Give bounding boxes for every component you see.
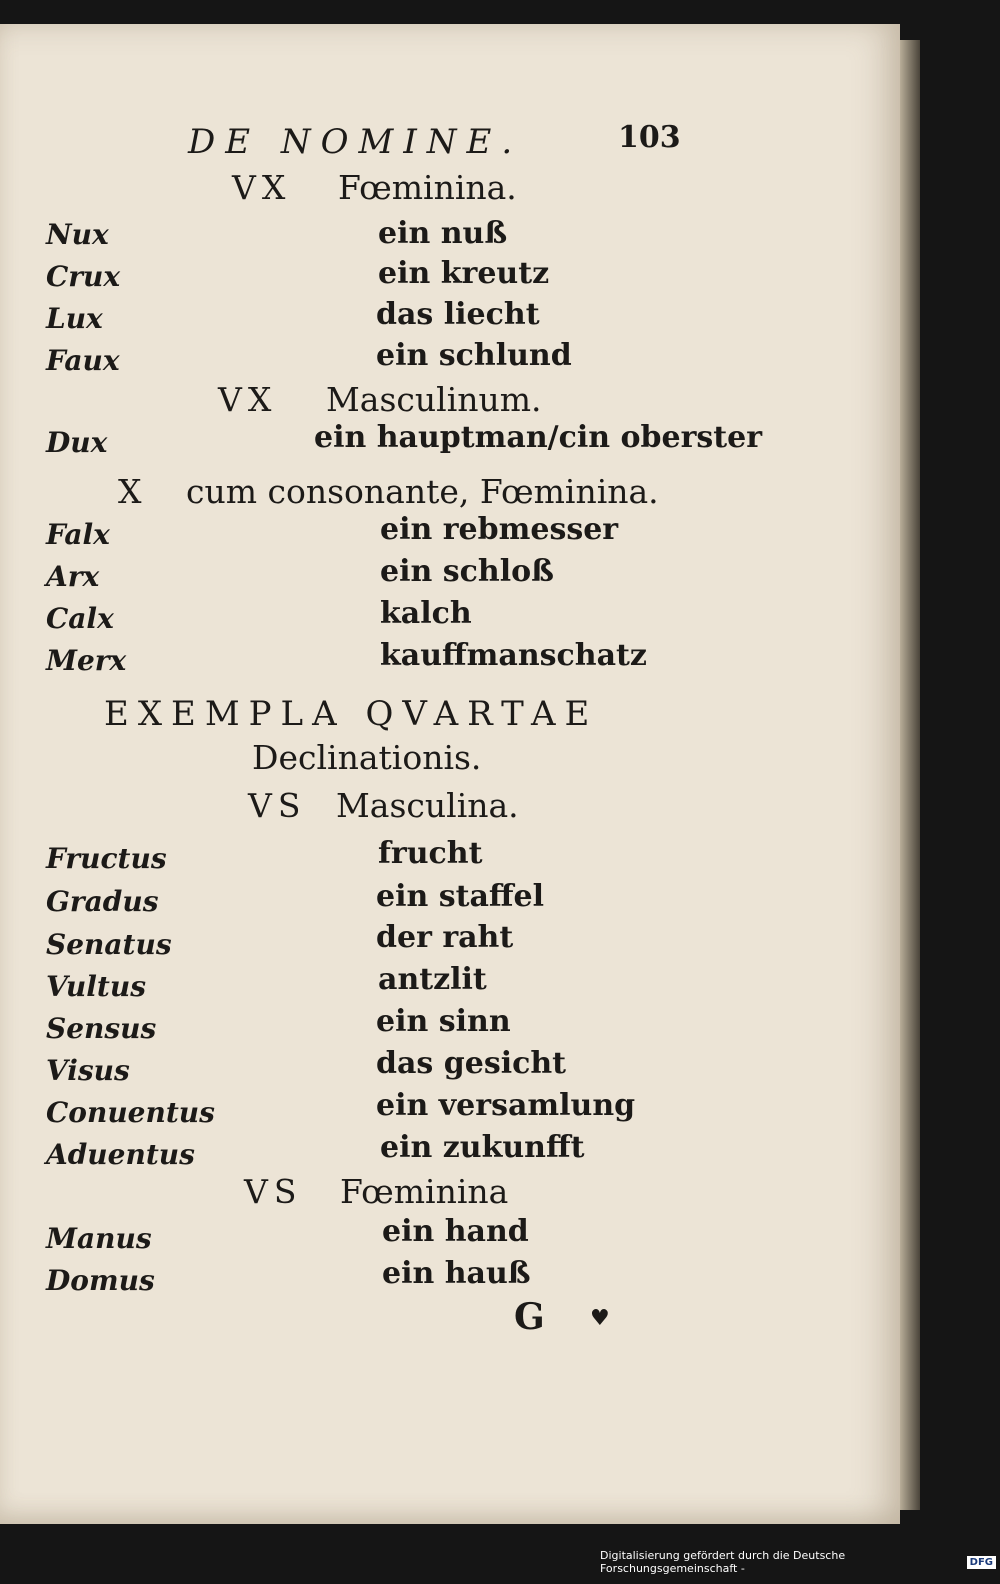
latin-word: Domus — [46, 1264, 155, 1297]
german-gloss: frucht — [378, 836, 483, 871]
latin-word: Faux — [46, 344, 120, 377]
german-gloss: der raht — [376, 920, 514, 955]
section-heading-gender: Fœminina — [340, 1172, 509, 1211]
german-gloss: antzlit — [378, 962, 487, 997]
latin-word: Fructus — [46, 842, 167, 875]
section-heading-code: VX — [218, 380, 278, 419]
latin-word: Nux — [46, 218, 109, 251]
dfg-logo: DFG — [967, 1556, 996, 1569]
section-heading-gender: Masculinum. — [326, 380, 542, 419]
german-gloss: ein schloß — [380, 554, 554, 589]
latin-word: Sensus — [46, 1012, 157, 1045]
german-gloss: ein sinn — [376, 1004, 511, 1039]
section-heading-gender: cum consonante, Fœminina. — [186, 472, 659, 511]
latin-word: Aduentus — [46, 1138, 195, 1171]
latin-word: Gradus — [46, 885, 159, 918]
german-gloss: ein rebmesser — [380, 512, 619, 547]
german-gloss: kauffmanschatz — [380, 638, 647, 673]
latin-word: Merx — [46, 644, 127, 677]
exempla-heading: EXEMPLA QVARTAE — [104, 694, 599, 734]
german-gloss: das liecht — [376, 297, 540, 332]
german-gloss: das gesicht — [376, 1046, 567, 1081]
german-gloss: ein zukunfft — [380, 1130, 585, 1165]
german-gloss: ein hauß — [382, 1256, 531, 1291]
latin-word: Dux — [46, 426, 108, 459]
latin-word: Senatus — [46, 928, 172, 961]
german-gloss: ein versamlung — [376, 1088, 636, 1123]
german-gloss: ein nuß — [378, 216, 508, 251]
section-heading-gender: Fœminina. — [338, 168, 517, 207]
latin-word: Calx — [46, 602, 114, 635]
page-number: 103 — [618, 120, 681, 155]
german-gloss: ein staffel — [376, 879, 545, 914]
page-edge — [900, 40, 920, 1510]
latin-word: Lux — [46, 302, 103, 335]
running-title: DE NOMINE. — [188, 122, 523, 162]
exempla-subheading: Declinationis. — [252, 738, 482, 777]
latin-word: Arx — [46, 560, 100, 593]
german-gloss: ein hauptman/cin oberster — [314, 420, 763, 455]
german-gloss: ein schlund — [376, 338, 572, 373]
section-heading-code: X — [118, 472, 142, 511]
signature-mark: G — [514, 1296, 545, 1338]
latin-word: Conuentus — [46, 1096, 215, 1129]
german-gloss: ein kreutz — [378, 256, 550, 291]
german-gloss: kalch — [380, 596, 472, 631]
digitization-credit — [600, 1550, 996, 1574]
section-heading-code: VS — [244, 1172, 303, 1211]
latin-word: Falx — [46, 518, 110, 551]
section-heading-code: VS — [248, 786, 307, 825]
latin-word: Crux — [46, 260, 121, 293]
german-gloss: ein hand — [382, 1214, 529, 1249]
latin-word: Manus — [46, 1222, 152, 1255]
latin-word: Visus — [46, 1054, 130, 1087]
latin-word: Vultus — [46, 970, 146, 1003]
section-heading-gender: Masculina. — [336, 786, 519, 825]
section-heading-code: VX — [232, 168, 292, 207]
leaf-ornament-icon: ♥ — [590, 1306, 610, 1331]
credit-text: Digitalisierung gefördert durch die Deutsche Forschungsgemeinschaft - — [600, 1549, 846, 1575]
